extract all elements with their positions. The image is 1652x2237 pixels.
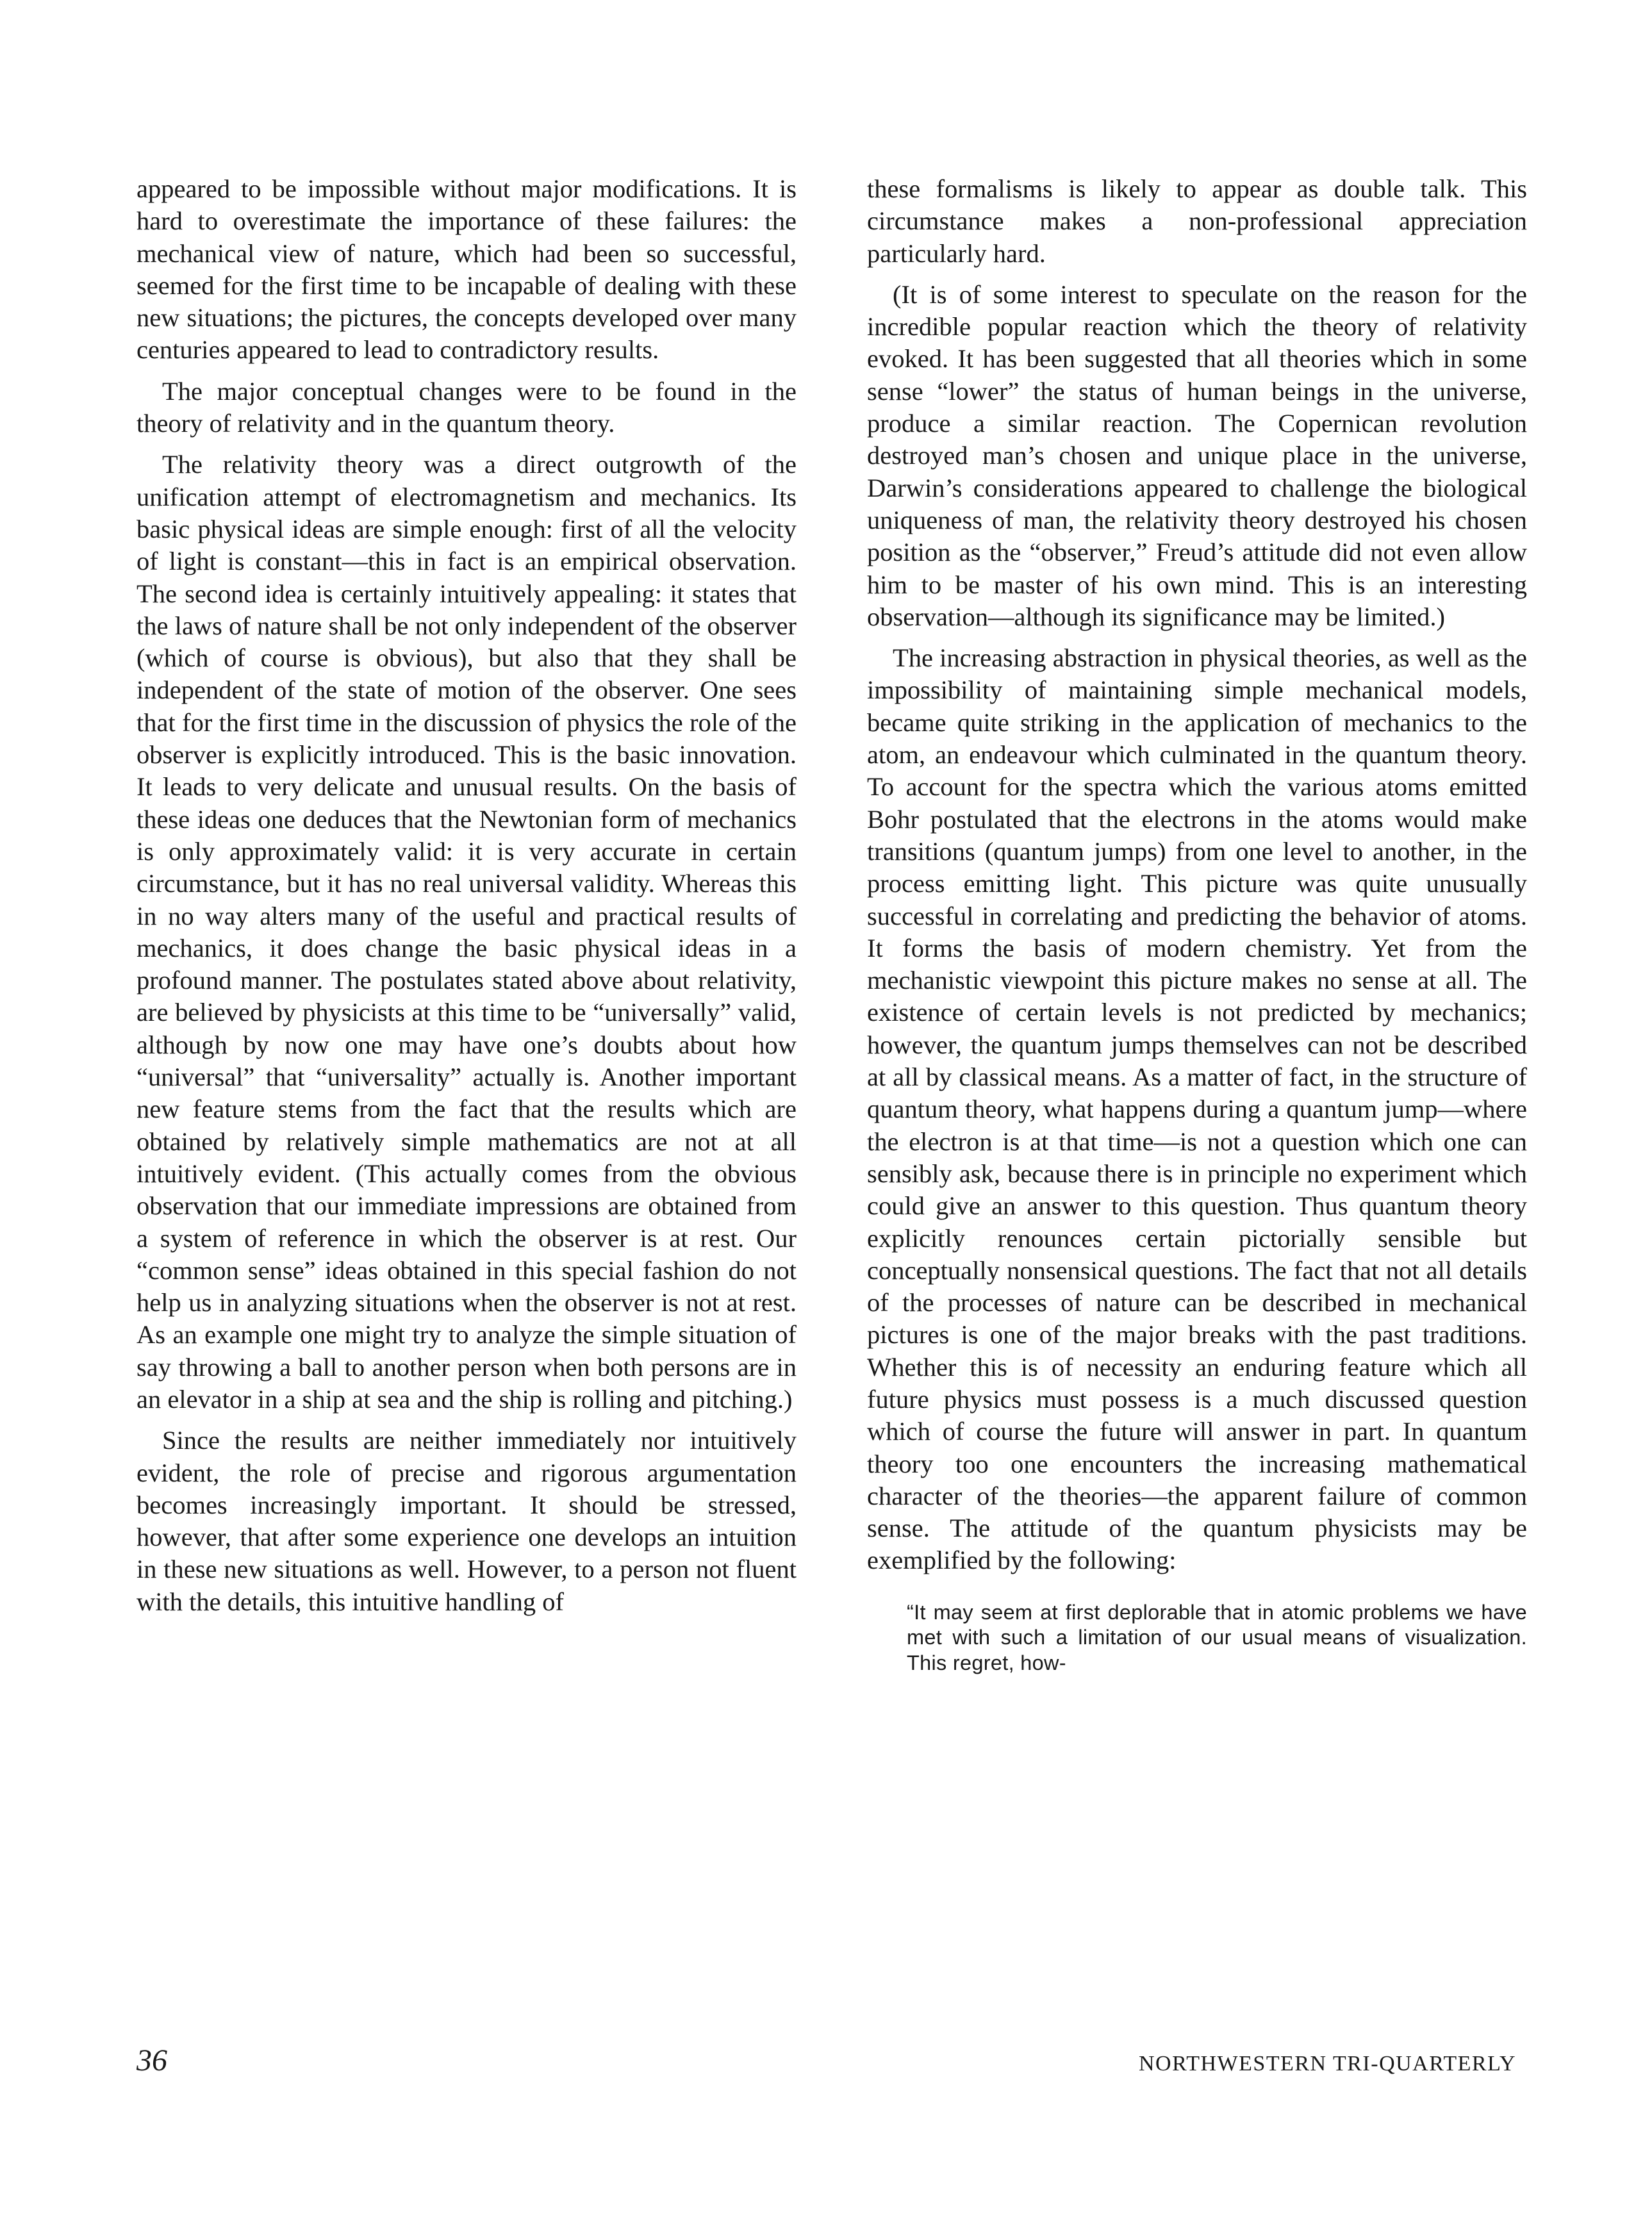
right-paragraph-3: The increasing abstraction in physical theories, as well as the impossibility of maintaining simple mechanical models, became quite striking in the application of mechanics to the atom, an endeavour which culminated in the quantum theory. To account for the spectra which the various atoms emitted Bohr postulated that the electrons in the atoms would make transitions (quantum jumps) from one level to another, in the process emitting light. This picture was quite unusually successful in correlating and predicting the behavior of atoms. It forms the basis of modern chemistry. Yet from the mechanistic viewpoint this picture makes no sense at all. The existence of certain levels is not predicted by mechanics; however, the quantum jumps themselves can not be described at all by classical means. As a matter of fact, in the structure of quantum theory, what happens during a quantum jump—where the electron is at that time—is not a question which one can sensibly ask, because there is in principle no experiment which could give an answer to this question. Thus quantum theory explicitly renounces certain pictorially sensible but conceptually nonsensical questions. The fact that not all details of the processes of nature can be described in mechanical pictures is one of the major breaks with the past traditions. Whether this is of necessity an enduring feature which all future physics must possess is a much discussed question which of course the future will answer in part. In quantum theory too one encounters the increasing mathematical character of the theories—the apparent failure of common sense. The attitude of the quantum physicists may be exemplified by the following: — [867, 643, 1527, 1575]
left-paragraph-4: Since the results are neither immediately nor intuitively evident, the role of precise and rigorous argumentation becomes increasingly important. It should be stressed, however, that after some experience one develops an intuition in these new situations as well. However, to a person not fluent with the details, this intuitive handling of — [136, 1426, 797, 1616]
right-column — [867, 173, 1527, 1676]
right-paragraph-1: these formalisms is likely to appear as double talk. This circumstance makes a non-professional appreciation particularly hard. — [867, 174, 1527, 268]
left-column — [136, 173, 797, 1627]
left-paragraph-2: The major conceptual changes were to be found in the theory of relativity and in the quantum theory. — [136, 376, 797, 438]
right-paragraph-2: (It is of some interest to speculate on the reason for the incredible popular reaction which the theory of relativity evoked. It has been suggested that all theories which in some sense “lower” the status of human beings in the universe, produce a similar reaction. The Copernican revolution destroyed man’s chosen and unique place in the universe, Darwin’s considerations appeared to challenge the biological uniqueness of man, the relativity theory destroyed his chosen position as the “observer,” Freud’s attitude did not even allow him to be master of his own mind. This is an interesting observation—although its significance may be limited.) — [867, 279, 1527, 631]
block-quote: “It may seem at first deplorable that in atomic problems we have met with such a limitation of our usual means of visualization. This regret, how- — [907, 1600, 1527, 1674]
running-footer: NORTHWESTERN TRI-QUARTERLY — [1138, 2052, 1516, 2076]
left-paragraph-3: The relativity theory was a direct outgrowth of the unification attempt of electromagnetism and mechanics. Its basic physical ideas are simple enough: first of all the velocity of light is constant—this in fact is an empirical observation. The second idea is certainly intuitively appealing: it states that the laws of nature shall be not only independent of the observer (which of course is obvious), but also that they shall be independent of the state of motion of the observer. One sees that for the first time in the discussion of physics the role of the observer is explicitly introduced. This is the basic innovation. It leads to very delicate and unusual results. On the basis of these ideas one deduces that the Newtonian form of mechanics is only approximately valid: it is very accurate in certain circumstance, but it has no real universal validity. Whereas this in no way alters many of the useful and practical results of mechanics, it does change the basic physical ideas in a profound manner. The postulates stated above about relativity, are believed by physicists at this time to be “universally” valid, although by now one may have one’s doubts about how “universal” that “universality” actually is. Another important new feature stems from the fact that the results which are obtained by relatively simple mathematics are not at all intuitively evident. (This actually comes from the obvious observation that our immediate impressions are obtained from a system of reference in which the observer is at rest. Our “common sense” ideas obtained in this special fashion do not help us in analyzing situations when the observer is not at rest. As an example one might try to analyze the simple situation of say throwing a ball to another person when both persons are in an elevator in a ship at sea and the ship is rolling and pitching.) — [136, 450, 797, 1414]
page-number: 36 — [136, 2043, 167, 2077]
left-paragraph-1: appeared to be impossible without major modifications. It is hard to overestimate the importance of these failures: the mechanical view of nature, which had been so successful, seemed for the first time to be incapable of dealing with these new situations; the pictures, the concepts developed over many centuries appeared to lead to contradictory results. — [136, 174, 797, 365]
